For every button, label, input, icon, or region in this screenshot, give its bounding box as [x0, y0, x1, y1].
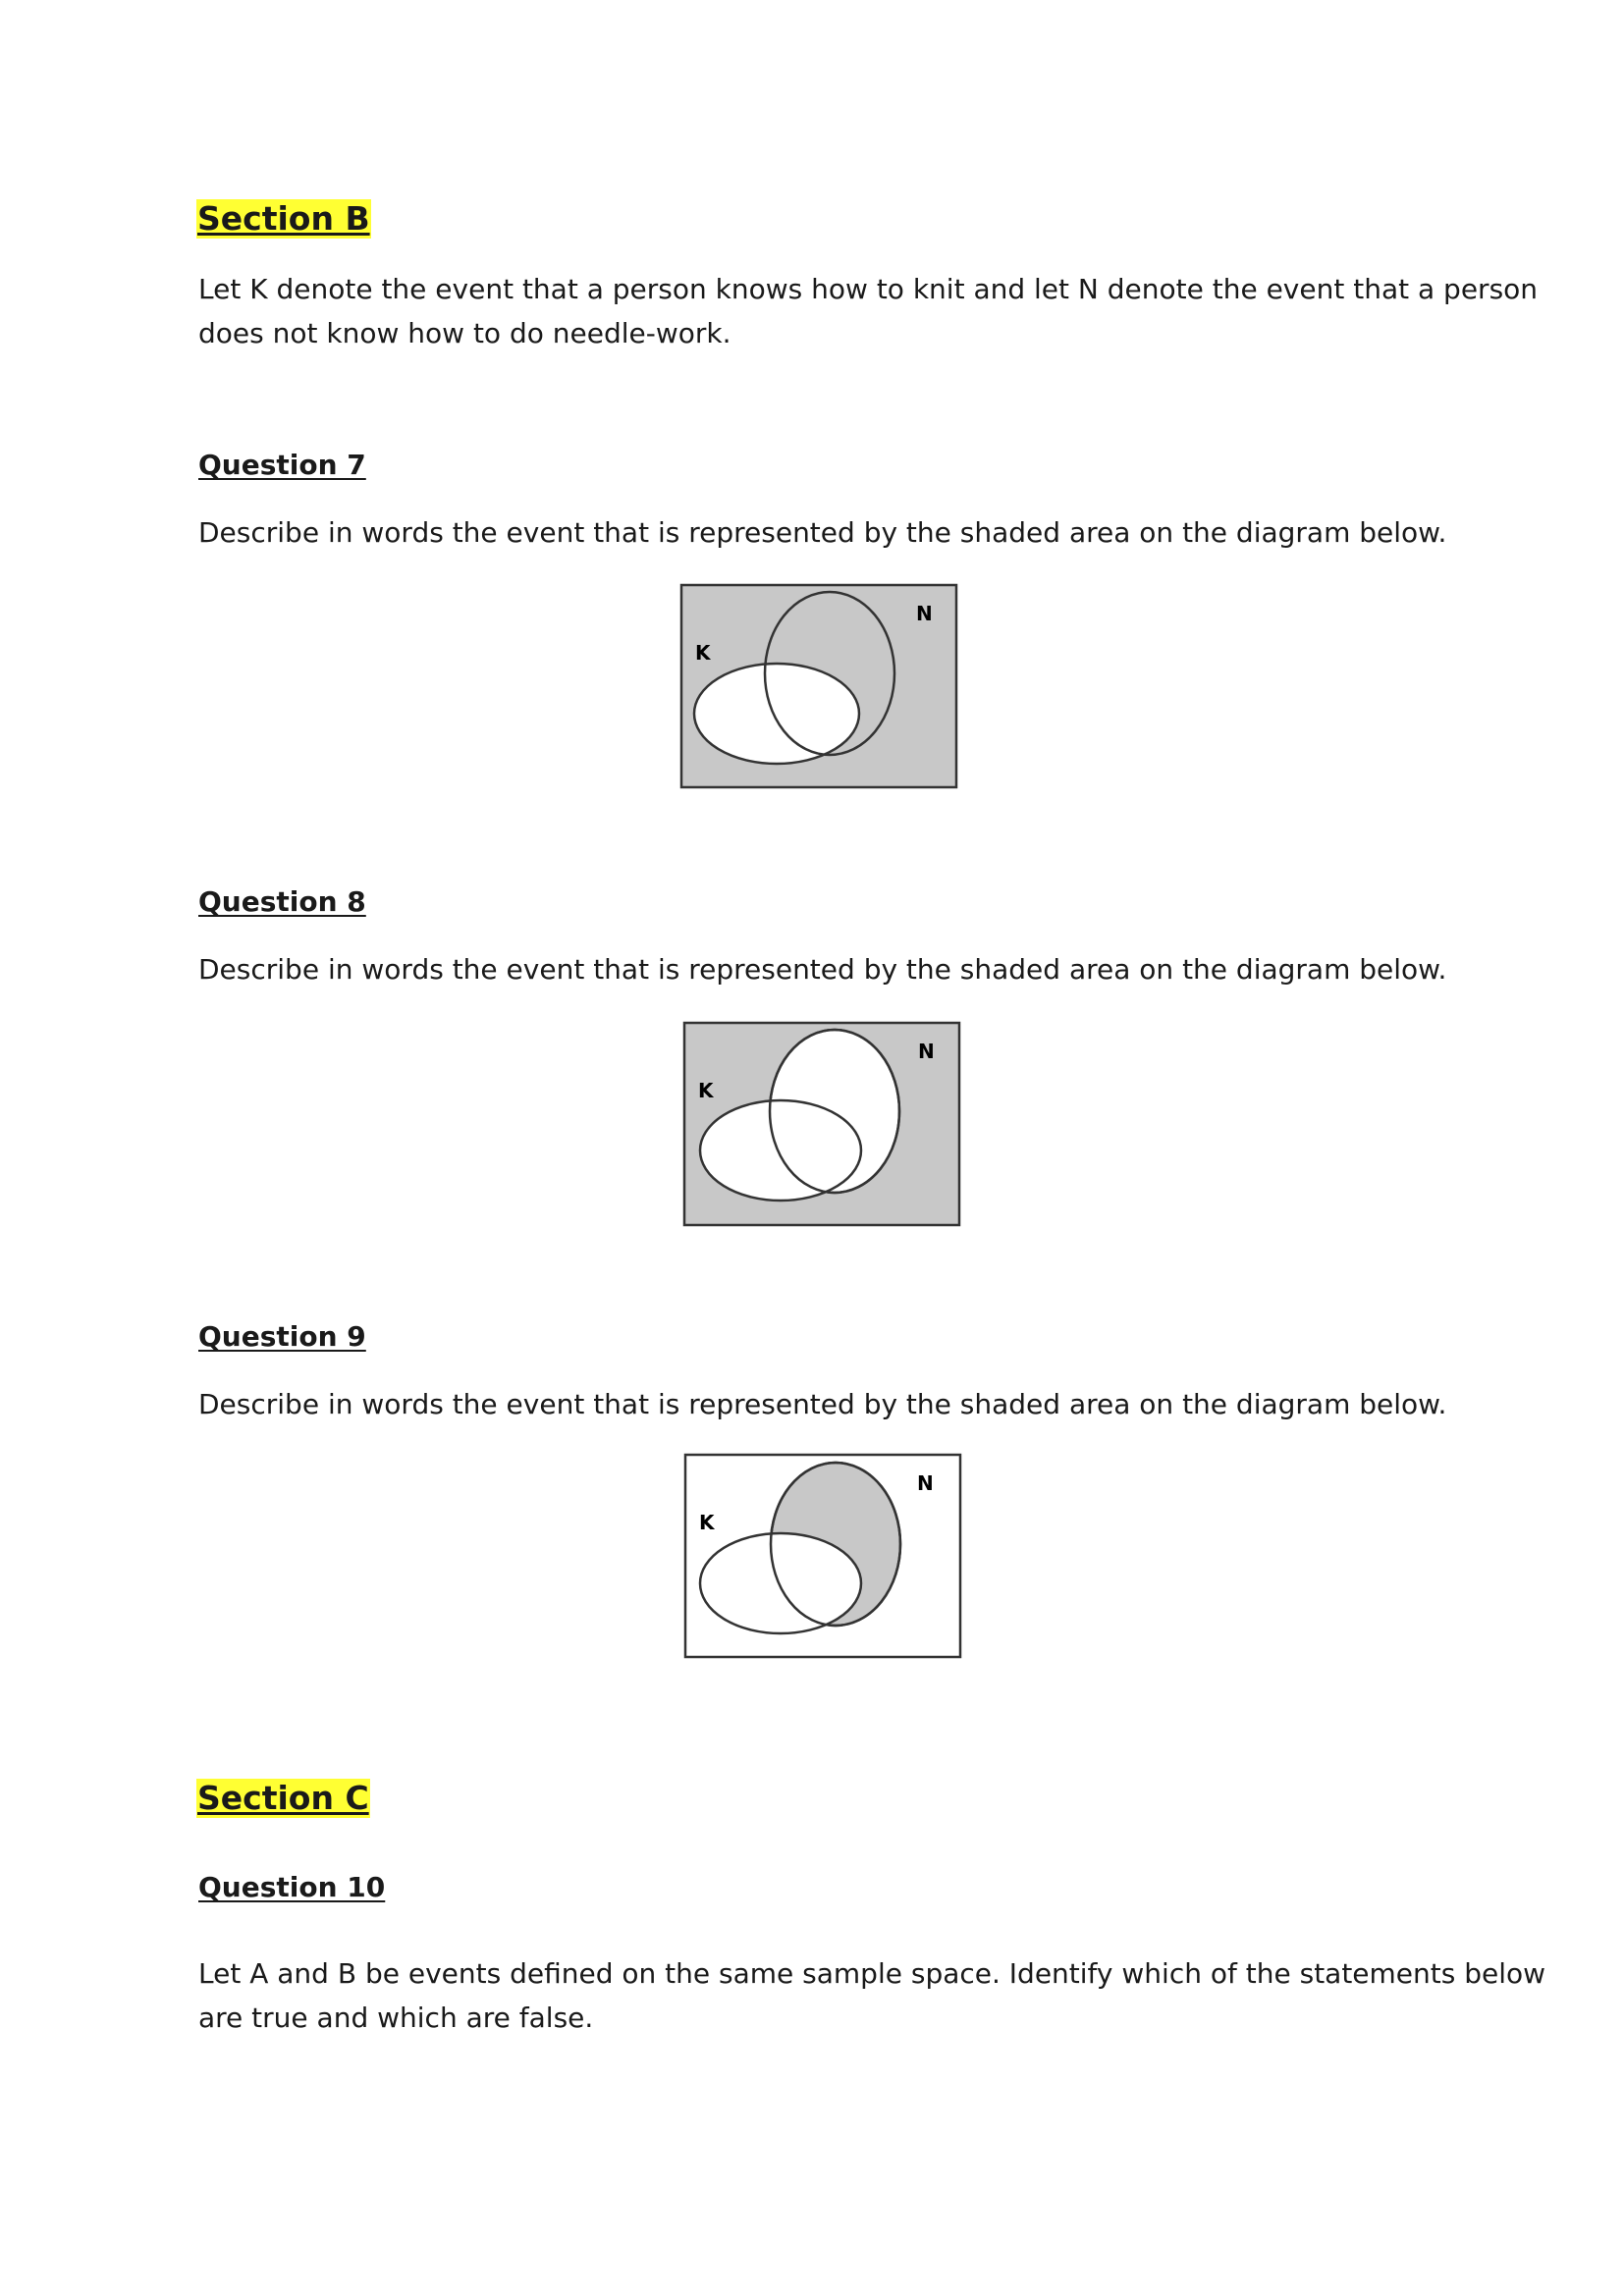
question-7-heading: Question 7 [198, 449, 366, 481]
section-b-intro: Let K denote the event that a person knows how to knit and let N denote the event that a person does not know how to do needle-work. [198, 273, 1539, 349]
question-10-text: Let A and B be events defined on the same sample space. Identify which of the statements below are true and which are false. [198, 1957, 1546, 2034]
question-7-text: Describe in words the event that is represented by the shaded area on the diagram below. [198, 516, 1447, 549]
set-k-label: K [698, 1079, 714, 1102]
venn-diagram-q9 [681, 1451, 966, 1663]
section-b-heading: Section B [197, 199, 370, 238]
question-10-heading: Question 10 [198, 1871, 386, 1903]
question-8-text: Describe in words the event that is represented by the shaded area on the diagram below. [198, 953, 1447, 986]
section-c-heading: Section C [197, 1779, 369, 1817]
venn-diagram-q7 [677, 581, 962, 793]
set-k-label: K [695, 641, 711, 665]
set-k-label: K [699, 1511, 715, 1534]
set-n-label: N [918, 1040, 935, 1063]
venn-diagram-q8 [680, 1019, 965, 1231]
set-k-ellipse [700, 1533, 861, 1633]
set-n-label: N [917, 1471, 934, 1495]
set-n-label: N [916, 602, 933, 625]
question-9-heading: Question 9 [198, 1320, 366, 1353]
question-9-text: Describe in words the event that is represented by the shaded area on the diagram below. [198, 1388, 1447, 1420]
set-k-ellipse [700, 1100, 861, 1201]
question-8-heading: Question 8 [198, 885, 366, 918]
set-k-ellipse [694, 664, 859, 764]
